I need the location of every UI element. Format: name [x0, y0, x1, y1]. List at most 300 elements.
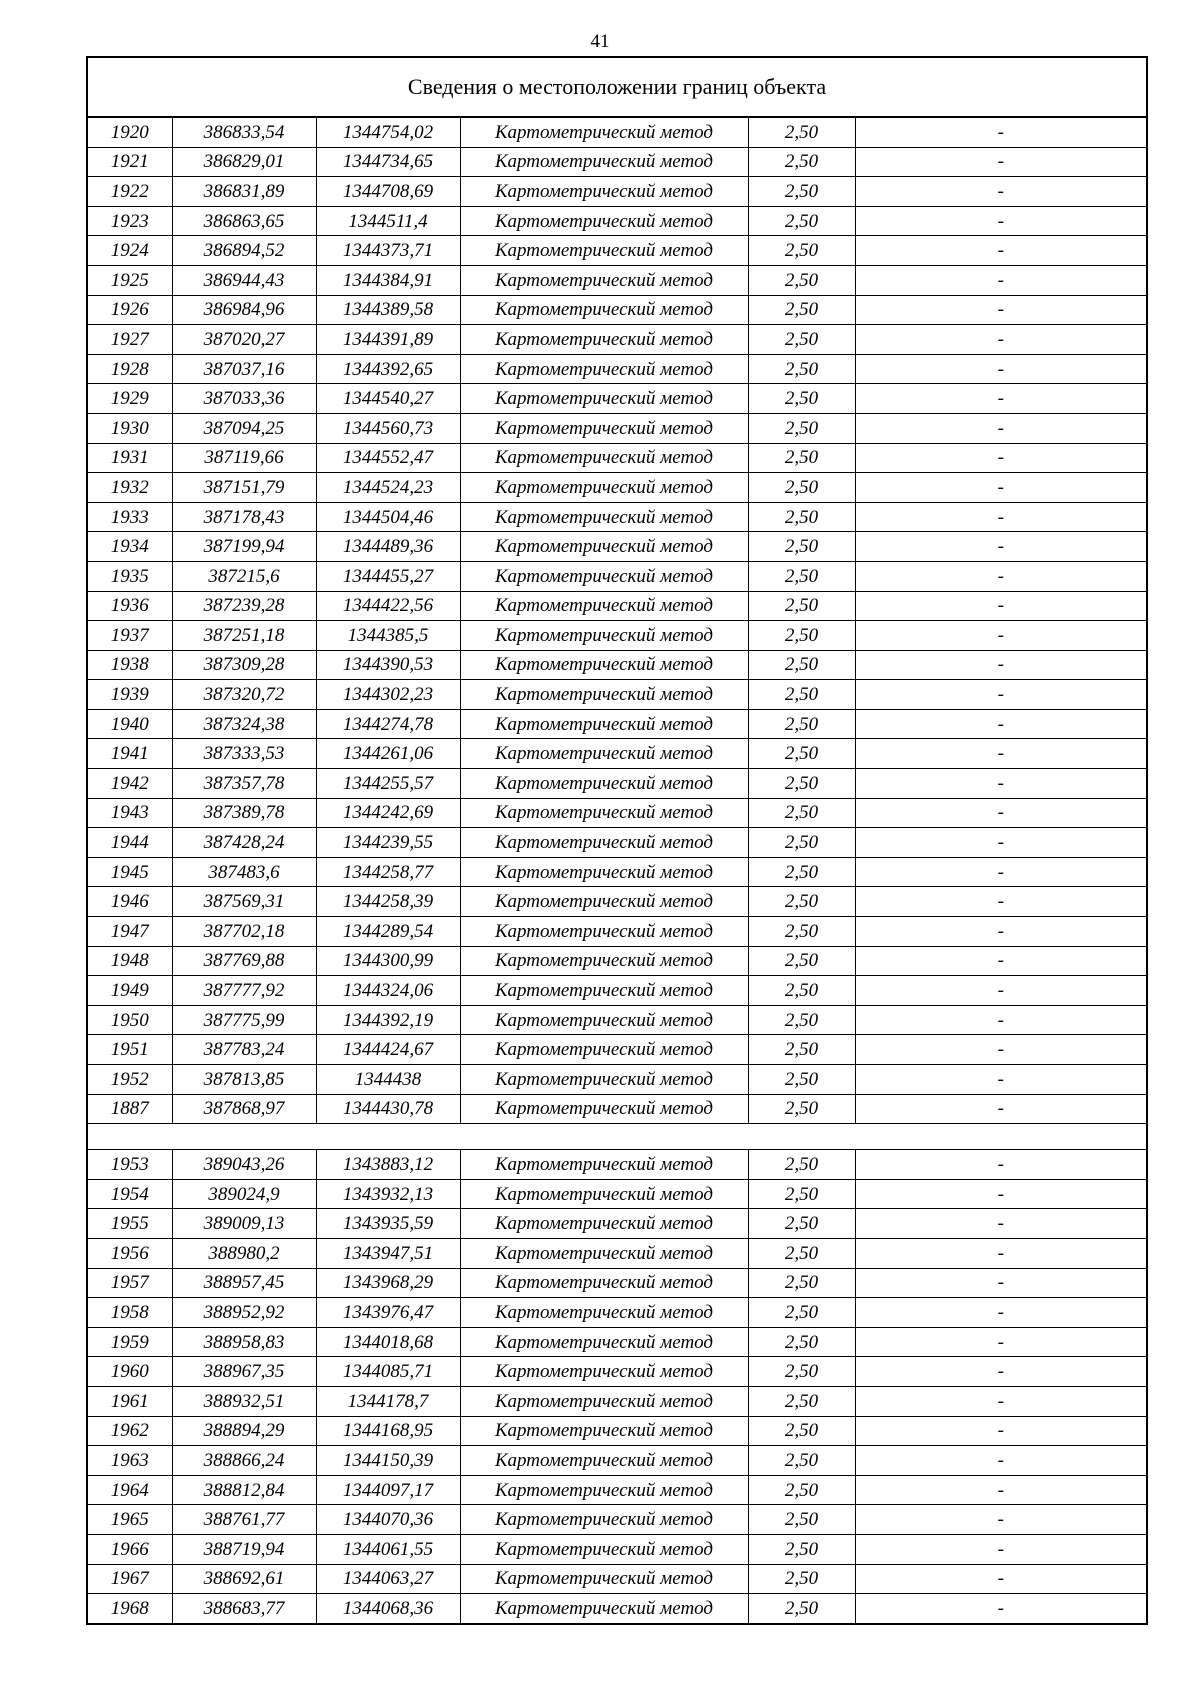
description-cell: -	[855, 769, 1146, 799]
y-coordinate-cell: 1343883,12	[316, 1150, 460, 1180]
table-row	[88, 354, 1146, 384]
y-coordinate-cell: 1344261,06	[316, 739, 460, 769]
description-cell: -	[855, 1357, 1146, 1387]
table-row	[88, 236, 1146, 266]
description-cell: -	[855, 384, 1146, 414]
accuracy-cell: 2,50	[748, 1238, 855, 1268]
accuracy-cell: 2,50	[748, 917, 855, 947]
y-coordinate-cell: 1343947,51	[316, 1238, 460, 1268]
table-row	[88, 1327, 1146, 1357]
description-cell: -	[855, 1065, 1146, 1095]
x-coordinate-cell: 387777,92	[172, 976, 316, 1006]
accuracy-cell: 2,50	[748, 946, 855, 976]
accuracy-cell: 2,50	[748, 1179, 855, 1209]
point-number-cell: 1950	[88, 1005, 172, 1035]
accuracy-cell: 2,50	[748, 295, 855, 325]
x-coordinate-cell: 389024,9	[172, 1179, 316, 1209]
y-coordinate-cell: 1344373,71	[316, 236, 460, 266]
x-coordinate-cell: 387783,24	[172, 1035, 316, 1065]
y-coordinate-cell: 1344258,39	[316, 887, 460, 917]
table-row	[88, 295, 1146, 325]
y-coordinate-cell: 1343935,59	[316, 1209, 460, 1239]
point-number-cell: 1931	[88, 443, 172, 473]
method-cell: Картометрический метод	[460, 887, 748, 917]
description-cell: -	[855, 236, 1146, 266]
point-number-cell: 1961	[88, 1386, 172, 1416]
method-cell: Картометрический метод	[460, 1327, 748, 1357]
x-coordinate-cell: 388692,61	[172, 1564, 316, 1594]
point-number-cell: 1929	[88, 384, 172, 414]
point-number-cell: 1956	[88, 1238, 172, 1268]
method-cell: Картометрический метод	[460, 857, 748, 887]
table-row	[88, 769, 1146, 799]
description-cell: -	[855, 680, 1146, 710]
block-separator-cell	[88, 1124, 1146, 1150]
table-row	[88, 1386, 1146, 1416]
method-cell: Картометрический метод	[460, 1035, 748, 1065]
y-coordinate-cell: 1344734,65	[316, 147, 460, 177]
y-coordinate-cell: 1343968,29	[316, 1268, 460, 1298]
accuracy-cell: 2,50	[748, 828, 855, 858]
description-cell: -	[855, 917, 1146, 947]
table-row	[88, 739, 1146, 769]
y-coordinate-cell: 1344392,65	[316, 354, 460, 384]
table-row	[88, 118, 1146, 147]
x-coordinate-cell: 388957,45	[172, 1268, 316, 1298]
y-coordinate-cell: 1344063,27	[316, 1564, 460, 1594]
x-coordinate-cell: 387037,16	[172, 354, 316, 384]
accuracy-cell: 2,50	[748, 1094, 855, 1124]
accuracy-cell: 2,50	[748, 798, 855, 828]
description-cell: -	[855, 147, 1146, 177]
y-coordinate-cell: 1344385,5	[316, 621, 460, 651]
y-coordinate-cell: 1344068,36	[316, 1594, 460, 1623]
accuracy-cell: 2,50	[748, 1475, 855, 1505]
accuracy-cell: 2,50	[748, 1327, 855, 1357]
description-cell: -	[855, 828, 1146, 858]
description-cell: -	[855, 325, 1146, 355]
y-coordinate-cell: 1344390,53	[316, 650, 460, 680]
accuracy-cell: 2,50	[748, 1268, 855, 1298]
x-coordinate-cell: 388866,24	[172, 1446, 316, 1476]
table-row	[88, 1179, 1146, 1209]
point-number-cell: 1935	[88, 561, 172, 591]
x-coordinate-cell: 389043,26	[172, 1150, 316, 1180]
method-cell: Картометрический метод	[460, 177, 748, 207]
block-separator-row	[88, 1124, 1146, 1150]
description-cell: -	[855, 118, 1146, 147]
method-cell: Картометрический метод	[460, 1357, 748, 1387]
description-cell: -	[855, 739, 1146, 769]
method-cell: Картометрический метод	[460, 1150, 748, 1180]
accuracy-cell: 2,50	[748, 413, 855, 443]
method-cell: Картометрический метод	[460, 1179, 748, 1209]
y-coordinate-cell: 1344504,46	[316, 502, 460, 532]
x-coordinate-cell: 386829,01	[172, 147, 316, 177]
y-coordinate-cell: 1344552,47	[316, 443, 460, 473]
method-cell: Картометрический метод	[460, 1534, 748, 1564]
point-number-cell: 1934	[88, 532, 172, 562]
method-cell: Картометрический метод	[460, 473, 748, 503]
point-number-cell: 1952	[88, 1065, 172, 1095]
method-cell: Картометрический метод	[460, 384, 748, 414]
method-cell: Картометрический метод	[460, 1416, 748, 1446]
point-number-cell: 1944	[88, 828, 172, 858]
table-row	[88, 443, 1146, 473]
x-coordinate-cell: 387813,85	[172, 1065, 316, 1095]
accuracy-cell: 2,50	[748, 325, 855, 355]
method-cell: Картометрический метод	[460, 1386, 748, 1416]
point-number-cell: 1966	[88, 1534, 172, 1564]
description-cell: -	[855, 1564, 1146, 1594]
table-row	[88, 1209, 1146, 1239]
method-cell: Картометрический метод	[460, 798, 748, 828]
description-cell: -	[855, 650, 1146, 680]
x-coordinate-cell: 387033,36	[172, 384, 316, 414]
point-number-cell: 1932	[88, 473, 172, 503]
method-cell: Картометрический метод	[460, 1268, 748, 1298]
table-row	[88, 1505, 1146, 1535]
y-coordinate-cell: 1344540,27	[316, 384, 460, 414]
x-coordinate-cell: 388812,84	[172, 1475, 316, 1505]
point-number-cell: 1955	[88, 1209, 172, 1239]
method-cell: Картометрический метод	[460, 1005, 748, 1035]
method-cell: Картометрический метод	[460, 1475, 748, 1505]
description-cell: -	[855, 1179, 1146, 1209]
x-coordinate-cell: 387119,66	[172, 443, 316, 473]
x-coordinate-cell: 387333,53	[172, 739, 316, 769]
boundary-table-sheet	[86, 56, 1148, 1625]
x-coordinate-cell: 388761,77	[172, 1505, 316, 1535]
accuracy-cell: 2,50	[748, 1564, 855, 1594]
accuracy-cell: 2,50	[748, 709, 855, 739]
accuracy-cell: 2,50	[748, 1065, 855, 1095]
table-row	[88, 206, 1146, 236]
method-cell: Картометрический метод	[460, 828, 748, 858]
table-row	[88, 1564, 1146, 1594]
point-number-cell: 1930	[88, 413, 172, 443]
y-coordinate-cell: 1344300,99	[316, 946, 460, 976]
y-coordinate-cell: 1344168,95	[316, 1416, 460, 1446]
description-cell: -	[855, 1209, 1146, 1239]
point-number-cell: 1923	[88, 206, 172, 236]
y-coordinate-cell: 1344070,36	[316, 1505, 460, 1535]
table-body	[88, 118, 1146, 1623]
accuracy-cell: 2,50	[748, 1594, 855, 1623]
point-number-cell: 1942	[88, 769, 172, 799]
point-number-cell: 1939	[88, 680, 172, 710]
accuracy-cell: 2,50	[748, 206, 855, 236]
x-coordinate-cell: 387775,99	[172, 1005, 316, 1035]
accuracy-cell: 2,50	[748, 473, 855, 503]
y-coordinate-cell: 1344430,78	[316, 1094, 460, 1124]
accuracy-cell: 2,50	[748, 769, 855, 799]
x-coordinate-cell: 387357,78	[172, 769, 316, 799]
description-cell: -	[855, 265, 1146, 295]
accuracy-cell: 2,50	[748, 1416, 855, 1446]
x-coordinate-cell: 387151,79	[172, 473, 316, 503]
x-coordinate-cell: 388967,35	[172, 1357, 316, 1387]
method-cell: Картометрический метод	[460, 1065, 748, 1095]
y-coordinate-cell: 1344239,55	[316, 828, 460, 858]
description-cell: -	[855, 1416, 1146, 1446]
method-cell: Картометрический метод	[460, 502, 748, 532]
description-cell: -	[855, 473, 1146, 503]
description-cell: -	[855, 177, 1146, 207]
table-row	[88, 1594, 1146, 1623]
table-row	[88, 177, 1146, 207]
table-row	[88, 828, 1146, 858]
x-coordinate-cell: 386863,65	[172, 206, 316, 236]
method-cell: Картометрический метод	[460, 1594, 748, 1623]
accuracy-cell: 2,50	[748, 265, 855, 295]
description-cell: -	[855, 1150, 1146, 1180]
method-cell: Картометрический метод	[460, 561, 748, 591]
method-cell: Картометрический метод	[460, 325, 748, 355]
y-coordinate-cell: 1343932,13	[316, 1179, 460, 1209]
table-row	[88, 621, 1146, 651]
accuracy-cell: 2,50	[748, 591, 855, 621]
y-coordinate-cell: 1344018,68	[316, 1327, 460, 1357]
x-coordinate-cell: 387020,27	[172, 325, 316, 355]
description-cell: -	[855, 857, 1146, 887]
boundary-coordinates-table	[88, 118, 1146, 1623]
table-row	[88, 1446, 1146, 1476]
description-cell: -	[855, 532, 1146, 562]
accuracy-cell: 2,50	[748, 561, 855, 591]
page-number: 41	[590, 31, 610, 52]
table-row	[88, 680, 1146, 710]
x-coordinate-cell: 387702,18	[172, 917, 316, 947]
description-cell: -	[855, 1475, 1146, 1505]
y-coordinate-cell: 1344708,69	[316, 177, 460, 207]
accuracy-cell: 2,50	[748, 1209, 855, 1239]
x-coordinate-cell: 388719,94	[172, 1534, 316, 1564]
accuracy-cell: 2,50	[748, 236, 855, 266]
point-number-cell: 1947	[88, 917, 172, 947]
table-row	[88, 591, 1146, 621]
method-cell: Картометрический метод	[460, 265, 748, 295]
y-coordinate-cell: 1344178,7	[316, 1386, 460, 1416]
method-cell: Картометрический метод	[460, 739, 748, 769]
y-coordinate-cell: 1344150,39	[316, 1446, 460, 1476]
method-cell: Картометрический метод	[460, 1298, 748, 1328]
x-coordinate-cell: 387868,97	[172, 1094, 316, 1124]
point-number-cell: 1949	[88, 976, 172, 1006]
y-coordinate-cell: 1344274,78	[316, 709, 460, 739]
y-coordinate-cell: 1344560,73	[316, 413, 460, 443]
method-cell: Картометрический метод	[460, 1446, 748, 1476]
y-coordinate-cell: 1344754,02	[316, 118, 460, 147]
x-coordinate-cell: 387199,94	[172, 532, 316, 562]
description-cell: -	[855, 1446, 1146, 1476]
table-row	[88, 147, 1146, 177]
y-coordinate-cell: 1344324,06	[316, 976, 460, 1006]
table-row	[88, 1298, 1146, 1328]
accuracy-cell: 2,50	[748, 177, 855, 207]
x-coordinate-cell: 387320,72	[172, 680, 316, 710]
table-row	[88, 413, 1146, 443]
y-coordinate-cell: 1344302,23	[316, 680, 460, 710]
description-cell: -	[855, 1005, 1146, 1035]
description-cell: -	[855, 1386, 1146, 1416]
point-number-cell: 1941	[88, 739, 172, 769]
x-coordinate-cell: 386831,89	[172, 177, 316, 207]
x-coordinate-cell: 386984,96	[172, 295, 316, 325]
method-cell: Картометрический метод	[460, 946, 748, 976]
method-cell: Картометрический метод	[460, 532, 748, 562]
point-number-cell: 1927	[88, 325, 172, 355]
description-cell: -	[855, 887, 1146, 917]
accuracy-cell: 2,50	[748, 1298, 855, 1328]
table-row	[88, 1268, 1146, 1298]
x-coordinate-cell: 387483,6	[172, 857, 316, 887]
accuracy-cell: 2,50	[748, 1005, 855, 1035]
x-coordinate-cell: 389009,13	[172, 1209, 316, 1239]
table-row	[88, 265, 1146, 295]
description-cell: -	[855, 798, 1146, 828]
y-coordinate-cell: 1344438	[316, 1065, 460, 1095]
description-cell: -	[855, 1327, 1146, 1357]
y-coordinate-cell: 1344061,55	[316, 1534, 460, 1564]
accuracy-cell: 2,50	[748, 650, 855, 680]
y-coordinate-cell: 1344384,91	[316, 265, 460, 295]
point-number-cell: 1968	[88, 1594, 172, 1623]
description-cell: -	[855, 561, 1146, 591]
method-cell: Картометрический метод	[460, 443, 748, 473]
point-number-cell: 1959	[88, 1327, 172, 1357]
table-row	[88, 384, 1146, 414]
point-number-cell: 1921	[88, 147, 172, 177]
point-number-cell: 1925	[88, 265, 172, 295]
table-row	[88, 473, 1146, 503]
table-row	[88, 709, 1146, 739]
method-cell: Картометрический метод	[460, 591, 748, 621]
point-number-cell: 1924	[88, 236, 172, 266]
y-coordinate-cell: 1344392,19	[316, 1005, 460, 1035]
table-row	[88, 1416, 1146, 1446]
x-coordinate-cell: 387309,28	[172, 650, 316, 680]
point-number-cell: 1945	[88, 857, 172, 887]
accuracy-cell: 2,50	[748, 443, 855, 473]
method-cell: Картометрический метод	[460, 769, 748, 799]
table-row	[88, 325, 1146, 355]
y-coordinate-cell: 1344097,17	[316, 1475, 460, 1505]
description-cell: -	[855, 206, 1146, 236]
y-coordinate-cell: 1344242,69	[316, 798, 460, 828]
description-cell: -	[855, 502, 1146, 532]
method-cell: Картометрический метод	[460, 917, 748, 947]
description-cell: -	[855, 295, 1146, 325]
accuracy-cell: 2,50	[748, 976, 855, 1006]
point-number-cell: 1928	[88, 354, 172, 384]
point-number-cell: 1933	[88, 502, 172, 532]
x-coordinate-cell: 388980,2	[172, 1238, 316, 1268]
accuracy-cell: 2,50	[748, 739, 855, 769]
table-row	[88, 798, 1146, 828]
table-row	[88, 1094, 1146, 1124]
method-cell: Картометрический метод	[460, 1209, 748, 1239]
y-coordinate-cell: 1344389,58	[316, 295, 460, 325]
point-number-cell: 1953	[88, 1150, 172, 1180]
y-coordinate-cell: 1344422,56	[316, 591, 460, 621]
method-cell: Картометрический метод	[460, 680, 748, 710]
method-cell: Картометрический метод	[460, 976, 748, 1006]
description-cell: -	[855, 621, 1146, 651]
point-number-cell: 1938	[88, 650, 172, 680]
x-coordinate-cell: 387324,38	[172, 709, 316, 739]
table-row	[88, 1005, 1146, 1035]
table-row	[88, 1357, 1146, 1387]
point-number-cell: 1957	[88, 1268, 172, 1298]
table-row	[88, 917, 1146, 947]
description-cell: -	[855, 1505, 1146, 1535]
x-coordinate-cell: 386944,43	[172, 265, 316, 295]
y-coordinate-cell: 1344524,23	[316, 473, 460, 503]
accuracy-cell: 2,50	[748, 1357, 855, 1387]
x-coordinate-cell: 388952,92	[172, 1298, 316, 1328]
table-row	[88, 1238, 1146, 1268]
y-coordinate-cell: 1344455,27	[316, 561, 460, 591]
method-cell: Картометрический метод	[460, 1505, 748, 1535]
accuracy-cell: 2,50	[748, 1150, 855, 1180]
accuracy-cell: 2,50	[748, 887, 855, 917]
x-coordinate-cell: 387428,24	[172, 828, 316, 858]
accuracy-cell: 2,50	[748, 1446, 855, 1476]
description-cell: -	[855, 591, 1146, 621]
accuracy-cell: 2,50	[748, 532, 855, 562]
accuracy-cell: 2,50	[748, 1505, 855, 1535]
description-cell: -	[855, 1268, 1146, 1298]
table-row	[88, 946, 1146, 976]
method-cell: Картометрический метод	[460, 650, 748, 680]
point-number-cell: 1958	[88, 1298, 172, 1328]
description-cell: -	[855, 1298, 1146, 1328]
accuracy-cell: 2,50	[748, 147, 855, 177]
description-cell: -	[855, 443, 1146, 473]
x-coordinate-cell: 387389,78	[172, 798, 316, 828]
point-number-cell: 1967	[88, 1564, 172, 1594]
table-row	[88, 650, 1146, 680]
table-row	[88, 976, 1146, 1006]
point-number-cell: 1937	[88, 621, 172, 651]
method-cell: Картометрический метод	[460, 118, 748, 147]
x-coordinate-cell: 387239,28	[172, 591, 316, 621]
table-row	[88, 1475, 1146, 1505]
method-cell: Картометрический метод	[460, 354, 748, 384]
table-row	[88, 1065, 1146, 1095]
table-row	[88, 887, 1146, 917]
y-coordinate-cell: 1344258,77	[316, 857, 460, 887]
x-coordinate-cell: 387215,6	[172, 561, 316, 591]
description-cell: -	[855, 1238, 1146, 1268]
method-cell: Картометрический метод	[460, 413, 748, 443]
method-cell: Картометрический метод	[460, 147, 748, 177]
table-row	[88, 1150, 1146, 1180]
x-coordinate-cell: 388958,83	[172, 1327, 316, 1357]
point-number-cell: 1965	[88, 1505, 172, 1535]
accuracy-cell: 2,50	[748, 502, 855, 532]
point-number-cell: 1954	[88, 1179, 172, 1209]
point-number-cell: 1922	[88, 177, 172, 207]
description-cell: -	[855, 709, 1146, 739]
accuracy-cell: 2,50	[748, 680, 855, 710]
table-row	[88, 1534, 1146, 1564]
description-cell: -	[855, 1094, 1146, 1124]
y-coordinate-cell: 1344289,54	[316, 917, 460, 947]
method-cell: Картометрический метод	[460, 621, 748, 651]
y-coordinate-cell: 1344085,71	[316, 1357, 460, 1387]
